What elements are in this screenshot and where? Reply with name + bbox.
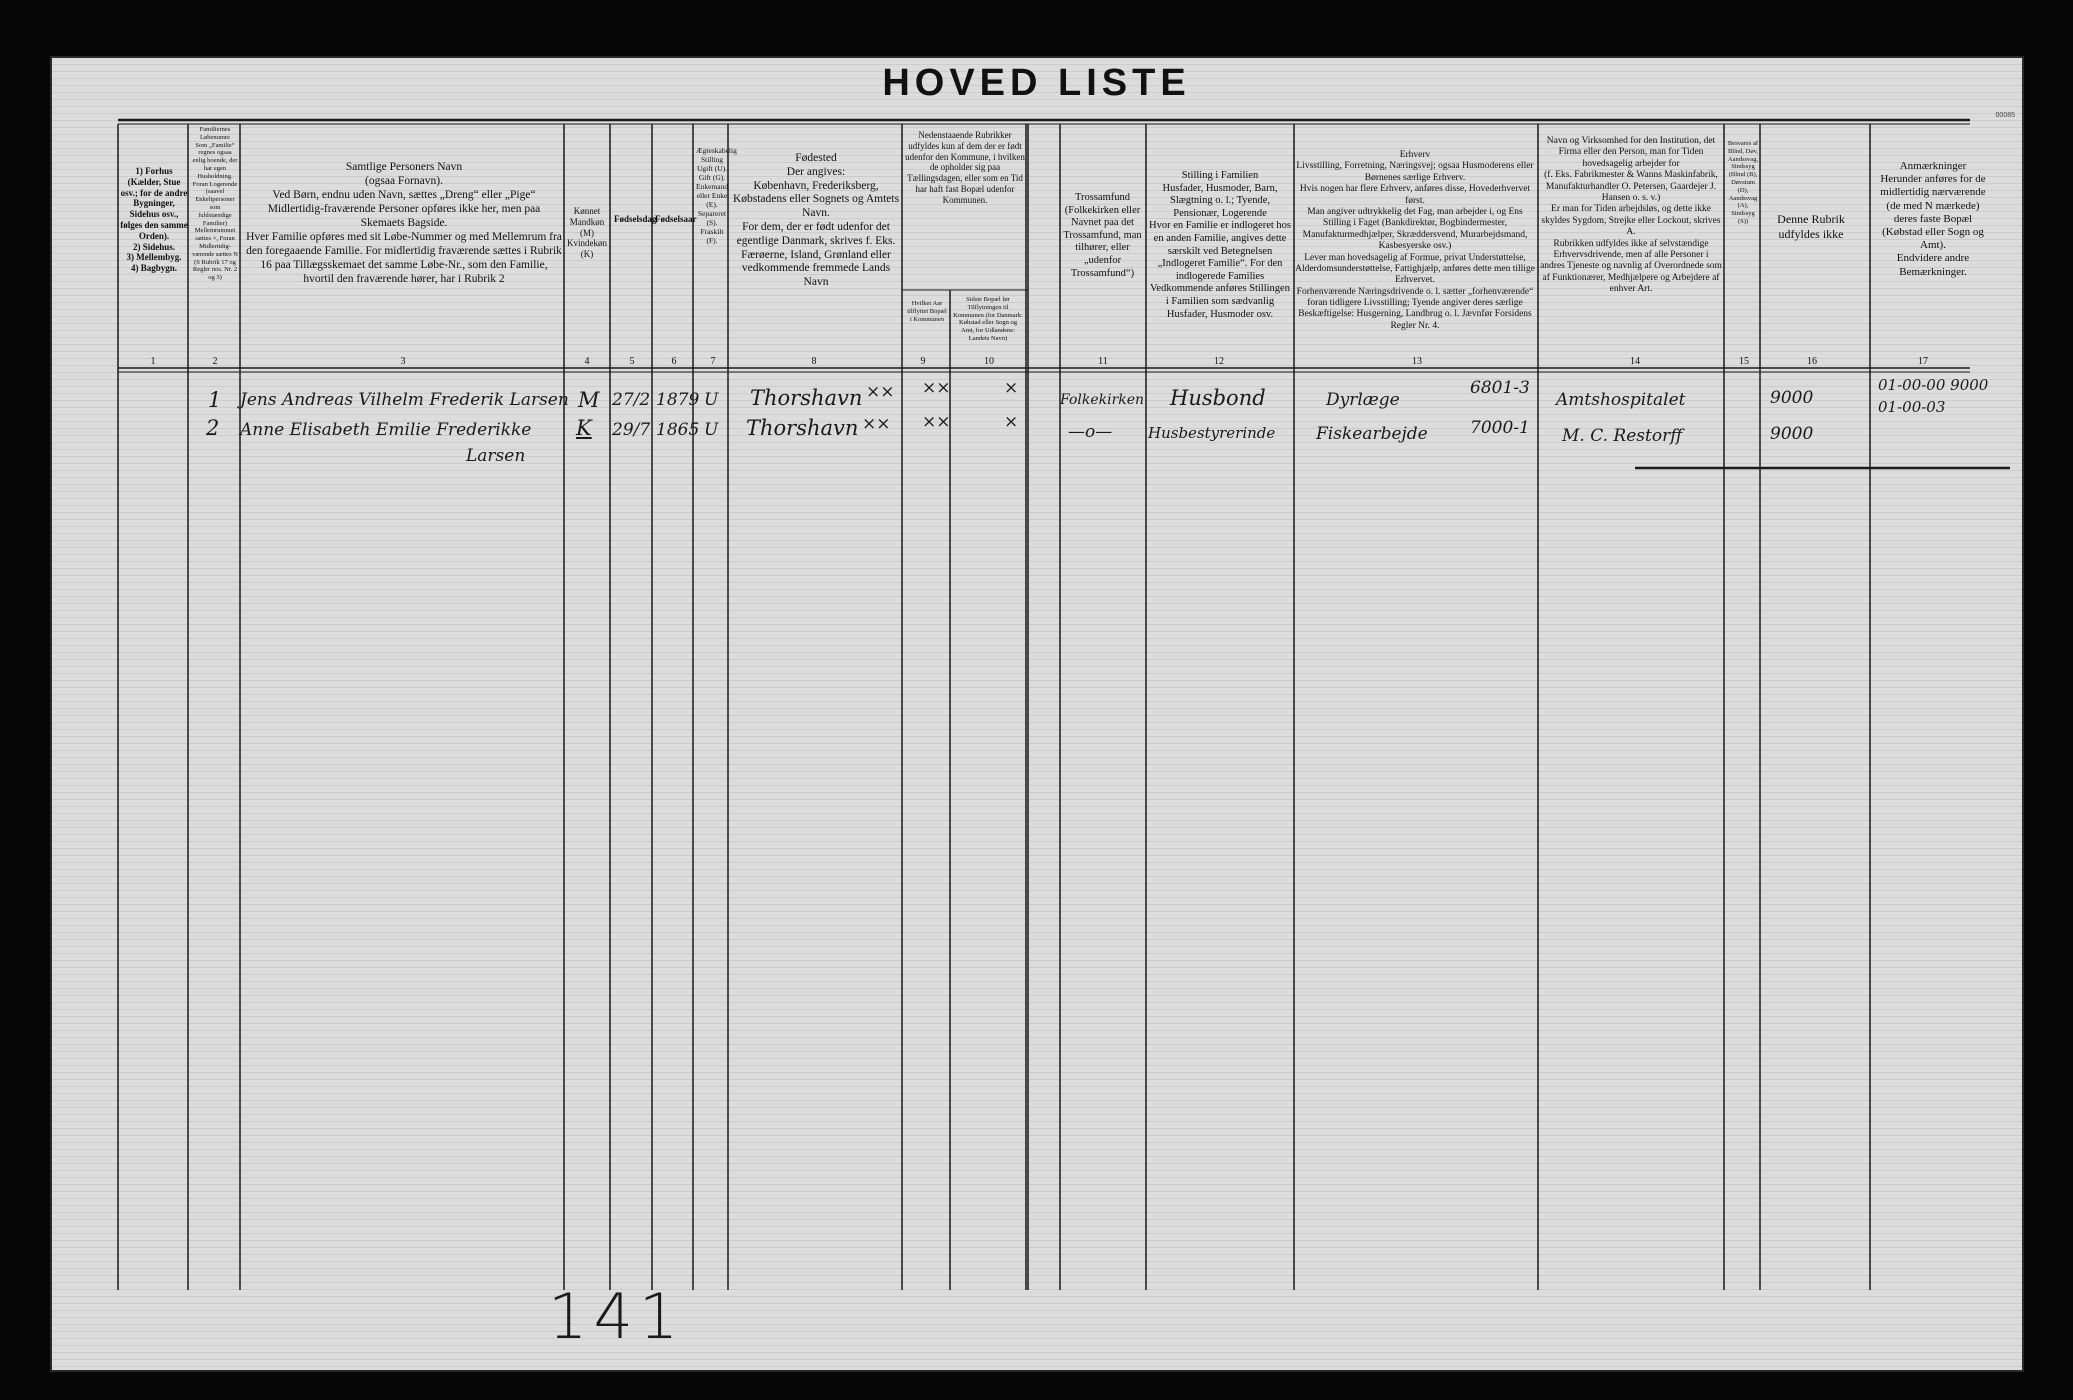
row1-fodselsdag: 27/2	[612, 390, 651, 410]
header-col-9: Hvilket Aar tilflyttet Bopæl i Kommunen	[907, 300, 947, 323]
row1-firma: Amtshospitalet	[1556, 390, 1686, 410]
colnum-16: 16	[1807, 356, 1817, 367]
header-col-4: Kønnet Mandkøn (M) Kvindekøn (K)	[567, 206, 607, 260]
header-col-2: Familiernes Løbenumre Som „Familie“ regnes ogsaa enlig boende, der har egen Husholdning. Foran Logerende (saavel Enkeltpersoner som fuldstændige Familier) Mellemrummet sættes ×, Foran Midlertidig-værende sættes N (S Rubrik 17 og Regler nos. Nr. 2 og 3)	[192, 126, 238, 282]
header-col-3: Samtlige Personers Navn (ogsaa Fornavn). Ved Børn, endnu uden Navn, sættes „Dreng“ eller „Pige“ Midlertidig-fraværende Personer opføres ikke her, men paa Skemaets Bagside. Hver Familie opføres med sit Løbe-Nummer og med Mellemrum fra den foregaaende Familie. For midlertidig fraværende sættes i Rubrik 16 paa Tillægsskemaet det samme Løbe-Nr., som den Familie, hvortil den fraværende hører, har i Rubrik 2	[246, 161, 562, 286]
header-col-7: Ægteskabelig Stilling Ugift (U). Gift (G). Enkemand eller Enke (E). Separeret (S). Fraskilt (F).	[696, 146, 737, 245]
header-col-6: Fødselsaar	[655, 214, 697, 224]
colnum-17: 17	[1918, 356, 1928, 367]
colnum-9: 9	[920, 356, 926, 367]
header-col-12: Stilling i Familien Husfader, Husmoder, Barn, Slægtning o. l.; Tyende, Pensionær, Logerende Hvor en Familie er indlogeret hos en anden Familie, angives dette særskilt ved Betegnelsen „Indlogeret Familie“. For den indlogerede Families Vedkommende anføres Stillingen i Familien som sædvanlig Husfader, Husmoder osv.	[1148, 170, 1291, 320]
header-col-15: Besvares af Blind, Døv, Aandssvag, Sindssyg (Blind (B), Døvstum (D), Aandssvag (A), Sindssyg (S))	[1727, 140, 1759, 225]
row1-lobenr: 1	[208, 388, 222, 412]
row2-anmaerkning: 01-00-03	[1878, 398, 1946, 416]
row1-familie: Husbond	[1170, 386, 1266, 410]
row1-name: Jens Andreas Vilhelm Frederik Larsen	[240, 390, 569, 410]
header-col-14: Navn og Virksomhed for den Institution, det Firma eller den Person, man for Tiden hovedsagelig arbejder for (f. Eks. Fabrikmester & Wanns Maskinfabrik, Manufakturhandler O. Petersen, Gaardejer J. Hansen o. s. v.) Er man for Tiden arbejdsløs, og dette ikke skyldes Sygdom, Strejke eller Lockout, skrives A. Rubrikken udfyldes ikke af selvstændige Erhvervsdrivende, men af alle Personer i andres Tjeneste og navnlig af Overordnede som af Funktionærer, Medhjælpere og Arbejdere af enhver Art.	[1540, 136, 1722, 295]
header-col-17: Anmærkninger Herunder anføres for de midlertidig nærværende (de med N mærkede) deres faste Bopæl (Købstad eller Sogn og Amt). Endvidere andre Bemærkninger.	[1880, 160, 1986, 278]
colnum-8: 8	[811, 356, 817, 367]
row1-fodested-mark: ××	[866, 382, 895, 402]
row1-col9: ××	[922, 378, 951, 398]
row2-trossamfund: —o—	[1068, 422, 1113, 442]
row2-name: Anne Elisabeth Emilie Frederikke	[240, 420, 532, 440]
row2-fodselsaar: 1865	[656, 420, 700, 440]
bottom-note: 141	[548, 1280, 685, 1353]
row2-erhverv: Fiskearbejde	[1316, 424, 1428, 444]
row1-fodselsaar: 1879	[656, 390, 700, 410]
row2-fodselsdag: 29/7	[612, 420, 651, 440]
colnum-11: 11	[1098, 356, 1108, 367]
colnum-1: 1	[150, 356, 156, 367]
header-col-16: Denne Rubrik udfyldes ikke	[1777, 212, 1845, 241]
colnum-10: 10	[984, 356, 994, 367]
colnum-3: 3	[400, 356, 406, 367]
colnum-5: 5	[629, 356, 635, 367]
row1-kon: M	[578, 388, 600, 412]
row1-fodested: Thorshavn	[750, 386, 863, 410]
header-col-5: Fødselsdag	[614, 214, 657, 224]
colnum-7: 7	[710, 356, 716, 367]
colnum-2: 2	[212, 356, 218, 367]
colnum-12: 12	[1214, 356, 1224, 367]
colnum-14: 14	[1630, 356, 1640, 367]
row1-col16: 9000	[1770, 388, 1814, 408]
header-col-8: Fødested Der angives: København, Frederiksberg, Købstadens eller Sognets og Amtets Navn. For dem, der er født udenfor det egentlige Danmark, skrives f. Eks. Færøerne, Island, Grønland eller vedkommende fremmede Lands Navn	[732, 152, 900, 289]
row2-fodested: Thorshavn	[746, 416, 859, 440]
row2-firma: M. C. Restorff	[1562, 426, 1683, 446]
row1-stilling: U	[704, 390, 719, 410]
colnum-4: 4	[584, 356, 590, 367]
row1-trossamfund: Folkekirken	[1060, 392, 1145, 408]
row2-col10: ×	[1004, 412, 1019, 432]
row2-kode: 7000-1	[1470, 418, 1530, 438]
header-col-11: Trossamfund (Folkekirken eller Navnet paa det Trossamfund, man tilhører, eller „udenfor Trossamfund“)	[1063, 192, 1142, 279]
row2-familie: Husbestyrerinde	[1148, 424, 1276, 442]
header-col-9-10-intro: Nedenstaaende Rubrikker udfyldes kun af dem der er født udenfor den Kommune, i hvilken de opholder sig paa Tællingsdagen, eller som en Tid har haft fast Bopæl udenfor Kommunen.	[905, 130, 1025, 205]
colnum-15: 15	[1739, 356, 1749, 367]
row2-lobenr: 2	[206, 416, 220, 440]
colnum-13: 13	[1412, 356, 1422, 367]
row1-kode: 6801-3	[1470, 378, 1530, 398]
sheet-number: 00085	[1995, 112, 2015, 119]
row2-name-cont: Larsen	[466, 446, 526, 466]
row2-col9: ××	[922, 412, 951, 432]
row1-anmaerkning: 01-00-00 9000	[1878, 376, 1989, 394]
row2-col16: 9000	[1770, 424, 1814, 444]
row1-col10: ×	[1004, 378, 1019, 398]
row1-erhverv: Dyrlæge	[1326, 390, 1400, 410]
header-col-10: Sidste Bopæl før Tilflytningen til Kommunen (for Danmark: Købstad eller Sogn og Amt, for Udlandene: Landets Navn)	[953, 296, 1023, 342]
header-col-13: Erhverv Livsstilling, Forretning, Næringsvej; ogsaa Husmoderens eller Børnenes særlige Erhverv. Hvis nogen har flere Erhverv, anføres disse, Hovederhvervet først. Man angiver udtrykkelig det Fag, man arbejder i, og Ens Stilling i Faget (Bankdirektør, Bogbindermester, Manufakturmedhjælper, Skræddersvend, Murarbejdsmand, Kasbesyerske osv.) Lever man hovedsagelig af Formue, privat Understøttelse, Alderdomsunderstøttelse, Fattighjælp, anføres dette men tillige Erhvervet. Forhenværende Næringsdrivende o. l. sætter „forhenværende“ foran tidligere Livsstilling; Tyende angiver deres særlige Beskæftigelse: Husgerning, Landbrug o. l. Jævnfør Forsidens Regler Nr. 4.	[1295, 150, 1535, 331]
page-title: HOVED LISTE	[882, 62, 1191, 104]
row2-fodested-mark: ××	[862, 414, 891, 434]
row2-stilling: U	[704, 420, 719, 440]
header-col-1: 1) Forhus (Kælder, Stue osv.; for de andre Bygninger, Sidehus osv., følges den samme Orden). 2) Sidehus. 3) Mellembyg. 4) Bagbygn.	[120, 166, 188, 274]
row2-kon: K	[576, 416, 592, 440]
colnum-6: 6	[671, 356, 677, 367]
